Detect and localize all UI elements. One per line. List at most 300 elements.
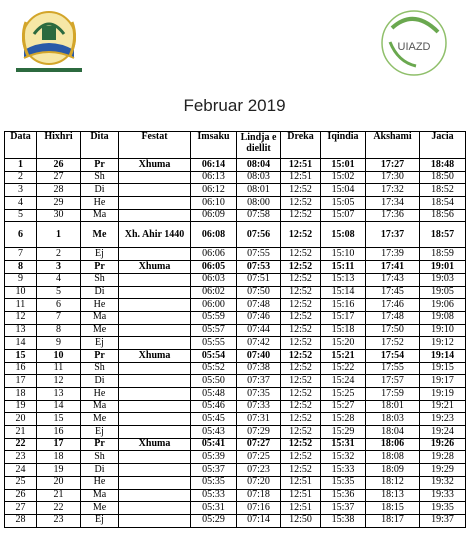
table-cell: 18:06: [366, 438, 420, 451]
table-cell: 07:56: [237, 222, 281, 248]
table-cell: [119, 209, 191, 222]
table-cell: 15:07: [321, 209, 366, 222]
col-header: Jacia: [420, 132, 466, 159]
table-cell: 06:08: [191, 222, 237, 248]
table-cell: 15:14: [321, 286, 366, 299]
table-cell: 07:44: [237, 324, 281, 337]
table-row: [5, 451, 466, 464]
table-cell: 12:50: [281, 514, 321, 527]
table-cell: 05:55: [191, 337, 237, 350]
table-cell: 15:18: [321, 324, 366, 337]
table-row: [5, 273, 466, 286]
table-cell: 9: [5, 273, 37, 286]
table-cell: 19:01: [420, 261, 466, 274]
table-cell: 05:41: [191, 438, 237, 451]
table-cell: 18:57: [420, 222, 466, 248]
table-cell: 15:02: [321, 171, 366, 184]
table-cell: 25: [5, 476, 37, 489]
table-cell: 18:01: [366, 400, 420, 413]
table-cell: 2: [5, 171, 37, 184]
table-row: [5, 248, 466, 261]
table-cell: 05:45: [191, 413, 237, 426]
table-cell: 07:37: [237, 375, 281, 388]
table-cell: 18:12: [366, 476, 420, 489]
table-cell: Sh: [81, 171, 119, 184]
table-cell: 12:51: [281, 171, 321, 184]
table-cell: 05:50: [191, 375, 237, 388]
table-cell: Xhuma: [119, 349, 191, 362]
table-cell: Xhuma: [119, 261, 191, 274]
table-cell: 12:52: [281, 349, 321, 362]
table-cell: 07:14: [237, 514, 281, 527]
table-cell: 12:52: [281, 464, 321, 477]
table-cell: Ej: [81, 514, 119, 527]
table-cell: Pr: [81, 159, 119, 172]
table-cell: Xhuma: [119, 438, 191, 451]
table-cell: 12:52: [281, 248, 321, 261]
table-cell: 17:52: [366, 337, 420, 350]
table-cell: 06:13: [191, 171, 237, 184]
table-cell: 17:50: [366, 324, 420, 337]
table-row: [5, 209, 466, 222]
table-cell: [119, 248, 191, 261]
table-cell: 14: [5, 337, 37, 350]
table-row: [5, 261, 466, 274]
table-cell: 12:52: [281, 324, 321, 337]
table-cell: 10: [5, 286, 37, 299]
table-cell: Xhuma: [119, 159, 191, 172]
table-cell: 12:52: [281, 413, 321, 426]
table-cell: 15:36: [321, 489, 366, 502]
table-cell: Me: [81, 222, 119, 248]
table-cell: 2: [37, 248, 81, 261]
table-cell: 12:52: [281, 286, 321, 299]
table-cell: 18:54: [420, 197, 466, 210]
table-cell: 05:31: [191, 502, 237, 515]
table-cell: [119, 273, 191, 286]
table-cell: 24: [5, 464, 37, 477]
table-cell: 07:35: [237, 388, 281, 401]
table-cell: Di: [81, 464, 119, 477]
table-cell: 19:15: [420, 362, 466, 375]
table-cell: 07:48: [237, 299, 281, 312]
table-row: [5, 438, 466, 451]
table-cell: He: [81, 476, 119, 489]
table-cell: 12:52: [281, 261, 321, 274]
table-cell: Sh: [81, 273, 119, 286]
table-cell: [119, 388, 191, 401]
table-cell: 11: [5, 299, 37, 312]
table-cell: 12:52: [281, 273, 321, 286]
table-cell: 07:31: [237, 413, 281, 426]
table-cell: [119, 311, 191, 324]
table-cell: Pr: [81, 349, 119, 362]
table-cell: 18:08: [366, 451, 420, 464]
prayer-times-table: [4, 131, 466, 528]
table-cell: 19:14: [420, 349, 466, 362]
table-cell: 19:10: [420, 324, 466, 337]
table-cell: 17:39: [366, 248, 420, 261]
page-title: Februar 2019: [183, 96, 286, 115]
table-cell: 8: [5, 261, 37, 274]
uiazd-logo: [368, 2, 460, 84]
table-cell: 07:33: [237, 400, 281, 413]
table-cell: 18:15: [366, 502, 420, 515]
table-cell: 5: [5, 209, 37, 222]
table-cell: 17:41: [366, 261, 420, 274]
col-header: Data: [5, 132, 37, 159]
table-cell: 05:43: [191, 426, 237, 439]
table-cell: 07:38: [237, 362, 281, 375]
col-header: Akshami: [366, 132, 420, 159]
table-cell: 19:37: [420, 514, 466, 527]
table-cell: 19:33: [420, 489, 466, 502]
table-cell: 12:52: [281, 197, 321, 210]
table-cell: 18:56: [420, 209, 466, 222]
table-cell: 06:02: [191, 286, 237, 299]
table-row: [5, 286, 466, 299]
table-cell: 16: [5, 362, 37, 375]
table-cell: Ma: [81, 400, 119, 413]
col-header: Dreka: [281, 132, 321, 159]
table-cell: 15:16: [321, 299, 366, 312]
table-cell: 17:48: [366, 311, 420, 324]
table-cell: 18:13: [366, 489, 420, 502]
table-cell: 19:23: [420, 413, 466, 426]
table-cell: 4: [37, 273, 81, 286]
table-cell: 17: [5, 375, 37, 388]
table-cell: 17:45: [366, 286, 420, 299]
table-cell: 15:05: [321, 197, 366, 210]
table-cell: 19:35: [420, 502, 466, 515]
table-cell: 7: [37, 311, 81, 324]
table-cell: 17:36: [366, 209, 420, 222]
table-row: [5, 349, 466, 362]
table-cell: 05:39: [191, 451, 237, 464]
table-cell: 08:03: [237, 171, 281, 184]
table-cell: Ma: [81, 311, 119, 324]
table-cell: 12:52: [281, 400, 321, 413]
table-cell: 18:04: [366, 426, 420, 439]
table-cell: Sh: [81, 451, 119, 464]
table-cell: Di: [81, 184, 119, 197]
table-cell: 19: [37, 464, 81, 477]
table-cell: 18:48: [420, 159, 466, 172]
table-cell: 15:29: [321, 426, 366, 439]
table-cell: 23: [5, 451, 37, 464]
table-cell: 15:10: [321, 248, 366, 261]
table-cell: 07:53: [237, 261, 281, 274]
table-cell: 6: [37, 299, 81, 312]
table-cell: 08:01: [237, 184, 281, 197]
table-cell: 07:46: [237, 311, 281, 324]
table-cell: 05:54: [191, 349, 237, 362]
table-cell: 18:17: [366, 514, 420, 527]
table-cell: 12:51: [281, 502, 321, 515]
table-cell: 06:10: [191, 197, 237, 210]
table-cell: 15:27: [321, 400, 366, 413]
table-cell: 08:04: [237, 159, 281, 172]
table-cell: Me: [81, 502, 119, 515]
table-cell: Me: [81, 324, 119, 337]
table-cell: [119, 171, 191, 184]
table-cell: 20: [5, 413, 37, 426]
table-cell: 12:52: [281, 426, 321, 439]
table-header-row: [5, 132, 466, 159]
table-row: [5, 489, 466, 502]
table-cell: 15:04: [321, 184, 366, 197]
table-cell: 15:20: [321, 337, 366, 350]
table-cell: Ej: [81, 248, 119, 261]
table-cell: 12:52: [281, 311, 321, 324]
table-cell: 15:35: [321, 476, 366, 489]
table-cell: 19:08: [420, 311, 466, 324]
table-cell: 15: [5, 349, 37, 362]
table-cell: 19: [5, 400, 37, 413]
table-cell: 07:20: [237, 476, 281, 489]
table-cell: 13: [37, 388, 81, 401]
table-cell: 19:21: [420, 400, 466, 413]
table-cell: 15:22: [321, 362, 366, 375]
table-cell: 06:06: [191, 248, 237, 261]
table-cell: 22: [5, 438, 37, 451]
table-cell: 15:25: [321, 388, 366, 401]
table-cell: 17: [37, 438, 81, 451]
table-row: [5, 400, 466, 413]
table-cell: 1: [37, 222, 81, 248]
table-cell: Ma: [81, 209, 119, 222]
table-cell: 12: [5, 311, 37, 324]
table-cell: 13: [5, 324, 37, 337]
table-cell: 18: [37, 451, 81, 464]
table-cell: 17:32: [366, 184, 420, 197]
table-cell: [119, 464, 191, 477]
table-row: [5, 502, 466, 515]
table-cell: 15:37: [321, 502, 366, 515]
table-cell: 06:12: [191, 184, 237, 197]
table-row: [5, 184, 466, 197]
table-cell: 06:03: [191, 273, 237, 286]
table-cell: He: [81, 388, 119, 401]
table-cell: 14: [37, 400, 81, 413]
table-cell: Di: [81, 375, 119, 388]
table-cell: 18:50: [420, 171, 466, 184]
table-cell: 19:06: [420, 299, 466, 312]
table-cell: 15:38: [321, 514, 366, 527]
table-cell: 12:52: [281, 184, 321, 197]
table-cell: 11: [37, 362, 81, 375]
table-cell: 15: [37, 413, 81, 426]
table-row: [5, 375, 466, 388]
table-cell: 07:25: [237, 451, 281, 464]
uiazd-logo-icon: [368, 2, 460, 84]
table-cell: 26: [37, 159, 81, 172]
table-cell: 19:03: [420, 273, 466, 286]
table-cell: 19:05: [420, 286, 466, 299]
table-cell: 21: [5, 426, 37, 439]
table-cell: [119, 324, 191, 337]
table-cell: 15:33: [321, 464, 366, 477]
table-cell: 17:59: [366, 388, 420, 401]
table-cell: 19:29: [420, 464, 466, 477]
table-cell: 07:50: [237, 286, 281, 299]
table-cell: 07:55: [237, 248, 281, 261]
table-cell: 19:17: [420, 375, 466, 388]
table-cell: 19:28: [420, 451, 466, 464]
table-cell: 23: [37, 514, 81, 527]
table-cell: 07:51: [237, 273, 281, 286]
table-cell: 17:30: [366, 171, 420, 184]
table-cell: 07:23: [237, 464, 281, 477]
table-row: [5, 222, 466, 248]
table-row: [5, 388, 466, 401]
table-cell: 15:28: [321, 413, 366, 426]
table-cell: He: [81, 299, 119, 312]
table-row: [5, 197, 466, 210]
table-cell: 05:52: [191, 362, 237, 375]
table-cell: [119, 426, 191, 439]
table-cell: 08:00: [237, 197, 281, 210]
table-cell: 05:37: [191, 464, 237, 477]
table-cell: 12:52: [281, 388, 321, 401]
table-row: [5, 324, 466, 337]
table-cell: 12:51: [281, 489, 321, 502]
table-cell: 19:19: [420, 388, 466, 401]
table-cell: 15:21: [321, 349, 366, 362]
col-header: Imsaku: [191, 132, 237, 159]
table-row: [5, 476, 466, 489]
table-cell: 17:55: [366, 362, 420, 375]
table-cell: [119, 451, 191, 464]
mosque-logo: [6, 4, 92, 80]
table-cell: [119, 337, 191, 350]
table-cell: Pr: [81, 438, 119, 451]
col-header: Hixhri: [37, 132, 81, 159]
table-cell: Ej: [81, 426, 119, 439]
table-cell: [119, 286, 191, 299]
table-cell: 18: [5, 388, 37, 401]
col-header: Lindja e diellit: [237, 132, 281, 159]
table-cell: 07:18: [237, 489, 281, 502]
table-cell: He: [81, 197, 119, 210]
table-row: [5, 514, 466, 527]
table-row: [5, 299, 466, 312]
table-cell: 06:14: [191, 159, 237, 172]
table-cell: 18:59: [420, 248, 466, 261]
table-cell: 28: [5, 514, 37, 527]
table-cell: 05:59: [191, 311, 237, 324]
table-cell: 12:52: [281, 451, 321, 464]
table-cell: 4: [5, 197, 37, 210]
table-cell: 17:54: [366, 349, 420, 362]
table-cell: 17:57: [366, 375, 420, 388]
table-cell: 07:42: [237, 337, 281, 350]
table-cell: 12:52: [281, 362, 321, 375]
table-cell: 17:34: [366, 197, 420, 210]
table-cell: 15:08: [321, 222, 366, 248]
col-header: Iqindia: [321, 132, 366, 159]
table-cell: 8: [37, 324, 81, 337]
table-cell: Ma: [81, 489, 119, 502]
table-cell: 27: [37, 171, 81, 184]
table-cell: [119, 502, 191, 515]
table-cell: [119, 184, 191, 197]
table-cell: 9: [37, 337, 81, 350]
table-cell: 5: [37, 286, 81, 299]
table-body: [5, 159, 466, 528]
table-cell: [119, 476, 191, 489]
table-cell: 15:11: [321, 261, 366, 274]
table-cell: 18:09: [366, 464, 420, 477]
table-cell: 30: [37, 209, 81, 222]
mosque-logo-icon: [6, 4, 92, 80]
table-cell: Pr: [81, 261, 119, 274]
table-cell: 05:33: [191, 489, 237, 502]
table-cell: 15:13: [321, 273, 366, 286]
table-row: [5, 426, 466, 439]
table-cell: 21: [37, 489, 81, 502]
table-cell: 10: [37, 349, 81, 362]
table-cell: 16: [37, 426, 81, 439]
table-cell: 05:46: [191, 400, 237, 413]
table-row: [5, 159, 466, 172]
table-cell: 07:16: [237, 502, 281, 515]
table-cell: 15:32: [321, 451, 366, 464]
table-cell: [119, 375, 191, 388]
table-row: [5, 413, 466, 426]
table-cell: 05:48: [191, 388, 237, 401]
table-cell: 26: [5, 489, 37, 502]
table-cell: 22: [37, 502, 81, 515]
table-cell: 12: [37, 375, 81, 388]
table-cell: 07:58: [237, 209, 281, 222]
table-cell: 12:52: [281, 209, 321, 222]
table-cell: 15:31: [321, 438, 366, 451]
table-cell: [119, 362, 191, 375]
table-cell: 3: [37, 261, 81, 274]
table-cell: 7: [5, 248, 37, 261]
table-cell: 06:00: [191, 299, 237, 312]
table-cell: 6: [5, 222, 37, 248]
table-cell: 29: [37, 197, 81, 210]
table-cell: 20: [37, 476, 81, 489]
table-cell: Me: [81, 413, 119, 426]
table-cell: 12:52: [281, 438, 321, 451]
table-cell: 07:29: [237, 426, 281, 439]
table-cell: 12:52: [281, 222, 321, 248]
table-cell: 17:27: [366, 159, 420, 172]
table-cell: [119, 197, 191, 210]
table-cell: 18:52: [420, 184, 466, 197]
table-cell: 05:29: [191, 514, 237, 527]
table-cell: 05:35: [191, 476, 237, 489]
table-row: [5, 311, 466, 324]
table-cell: 19:12: [420, 337, 466, 350]
table-cell: 18:03: [366, 413, 420, 426]
col-header: Dita: [81, 132, 119, 159]
table-cell: 07:40: [237, 349, 281, 362]
table-cell: Ej: [81, 337, 119, 350]
table-cell: 12:52: [281, 337, 321, 350]
table-cell: 12:52: [281, 299, 321, 312]
table-cell: 07:27: [237, 438, 281, 451]
table-cell: 19:26: [420, 438, 466, 451]
table-cell: 17:46: [366, 299, 420, 312]
table-cell: [119, 514, 191, 527]
table-cell: Xh. Ahir 1440: [119, 222, 191, 248]
table-row: [5, 362, 466, 375]
table-row: [5, 171, 466, 184]
